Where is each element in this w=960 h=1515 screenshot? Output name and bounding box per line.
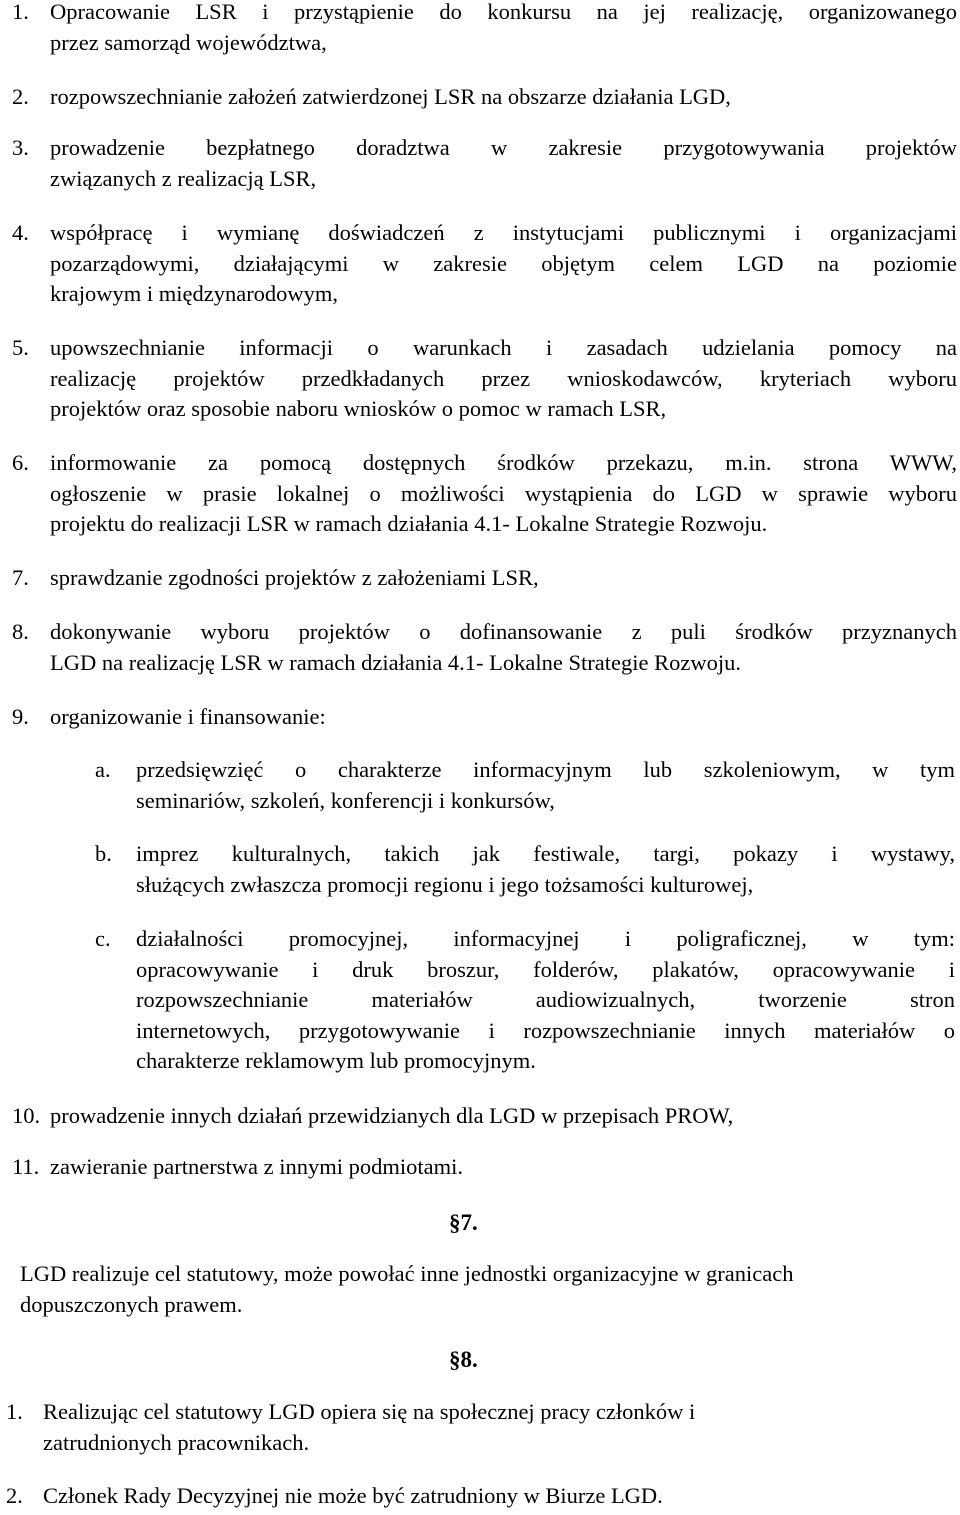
list-number: 5. — [12, 335, 29, 360]
section-heading-8: §8. — [449, 1347, 478, 1372]
list-number: 1. — [6, 1399, 23, 1424]
list-item-2 — [12, 82, 957, 113]
list-number: 7. — [12, 565, 29, 590]
section-heading-7: §7. — [449, 1210, 478, 1235]
sub-item-a — [95, 755, 955, 816]
list-text-line: Opracowanie LSR i przystąpienie do konkursu na jej realizację, organizowanego — [50, 0, 957, 24]
sub-item-text-line: służących zwłaszcza promocji regionu i jego tożsamości kulturowej, — [136, 871, 754, 897]
list-item-10 — [12, 1101, 957, 1132]
list-item-9 — [12, 702, 957, 733]
list-text-line: LGD na realizację LSR w ramach działania 4.1- Lokalne Strategie Rozwoju. — [50, 649, 741, 675]
paragraph-line: dopuszczonych prawem. — [20, 1291, 243, 1317]
sub-item-text-line: seminariów, szkoleń, konferencji i konkursów, — [136, 787, 555, 813]
section-8-item-1 — [6, 1397, 946, 1458]
list-text-line: informowanie za pomocą dostępnych środków przekazu, m.in. strona WWW, — [50, 450, 957, 475]
list-number: 9. — [12, 704, 29, 729]
sub-item-text-line: imprez kulturalnych, takich jak festiwale, targi, pokazy i wystawy, — [136, 841, 955, 866]
list-number: 4. — [12, 220, 29, 245]
sub-item-text-line: opracowywanie i druk broszur, folderów, plakatów, opracowywanie i — [136, 956, 955, 982]
list-text-line: współpracę i wymianę doświadczeń z instytucjami publicznymi i organizacjami — [50, 220, 957, 245]
list-text-line: dokonywanie wyboru projektów o dofinansowanie z puli środków przyznanych — [50, 619, 957, 644]
list-text-line: pozarządowymi, działającymi w zakresie objętym celem LGD na poziomie — [50, 250, 957, 276]
list-text-line: sprawdzanie zgodności projektów z założeniami LSR, — [50, 565, 539, 590]
list-item-11 — [12, 1152, 957, 1183]
list-text-line: związanych z realizacją LSR, — [50, 165, 317, 191]
list-number: 2. — [12, 84, 29, 109]
list-number: 10. — [12, 1103, 41, 1128]
list-text-line: krajowym i międzynarodowym, — [50, 281, 339, 306]
list-text-line: prowadzenie innych działań przewidzianych dla LGD w przepisach PROW, — [50, 1103, 734, 1128]
sub-item-letter: b. — [95, 841, 112, 866]
list-text-line: ogłoszenie w prasie lokalnej o możliwości wystąpienia do LGD w sprawie wyboru — [50, 480, 957, 506]
section-7-paragraph — [20, 1259, 955, 1320]
list-item-7 — [12, 563, 957, 594]
sub-item-text-line: przedsięwzięć o charakterze informacyjnym lub szkoleniowym, w tym — [136, 757, 955, 782]
list-number: 2. — [6, 1483, 23, 1508]
list-number: 11. — [12, 1154, 40, 1179]
sub-item-letter: c. — [95, 926, 111, 951]
sub-item-b — [95, 839, 955, 900]
list-item-6 — [12, 448, 957, 540]
list-text-line: Członek Rady Decyzyjnej nie może być zatrudniony w Biurze LGD. — [43, 1483, 663, 1508]
list-text-line: prowadzenie bezpłatnego doradztwa w zakresie przygotowywania projektów — [50, 135, 957, 160]
paragraph-line: LGD realizuje cel statutowy, może powołać inne jednostki organizacyjne w granicach — [20, 1261, 794, 1286]
sub-item-letter: a. — [95, 757, 111, 782]
list-item-5 — [12, 333, 957, 425]
list-item-8 — [12, 617, 957, 678]
list-text-line: organizowanie i finansowanie: — [50, 704, 326, 729]
list-number: 1. — [12, 0, 29, 24]
sub-item-text-line: rozpowszechnianie materiałów audiowizualnych, tworzenie stron — [136, 987, 955, 1012]
list-text-line: zatrudnionych pracownikach. — [43, 1429, 310, 1455]
list-number: 3. — [12, 135, 29, 160]
list-number: 6. — [12, 450, 29, 475]
list-text-line: przez samorząd województwa, — [50, 29, 327, 55]
sub-item-text-line: internetowych, przygotowywanie i rozpowszechnianie innych materiałów o — [136, 1017, 955, 1043]
list-item-1 — [12, 0, 957, 58]
list-text-line: rozpowszechnianie założeń zatwierdzonej LSR na obszarze działania LGD, — [50, 84, 731, 109]
list-item-3 — [12, 133, 957, 194]
list-text-line: projektu do realizacji LSR w ramach działania 4.1- Lokalne Strategie Rozwoju. — [50, 511, 768, 536]
list-text-line: zawieranie partnerstwa z innymi podmiotami. — [50, 1154, 463, 1179]
list-text-line: realizację projektów przedkładanych przez wnioskodawców, kryteriach wyboru — [50, 365, 957, 391]
sub-item-text-line: działalności promocyjnej, informacyjnej i poligraficznej, w tym: — [136, 926, 955, 951]
section-8-item-2 — [6, 1481, 946, 1512]
list-text-line: upowszechnianie informacji o warunkach i zasadach udzielania pomocy na — [50, 335, 957, 360]
sub-item-text-line: charakterze reklamowym lub promocyjnym. — [136, 1048, 536, 1073]
sub-item-c — [95, 924, 955, 1077]
list-text-line: Realizując cel statutowy LGD opiera się na społecznej pracy członków i — [43, 1399, 696, 1424]
list-text-line: projektów oraz sposobie naboru wniosków o pomoc w ramach LSR, — [50, 396, 667, 421]
list-number: 8. — [12, 619, 29, 644]
list-item-4 — [12, 218, 957, 310]
